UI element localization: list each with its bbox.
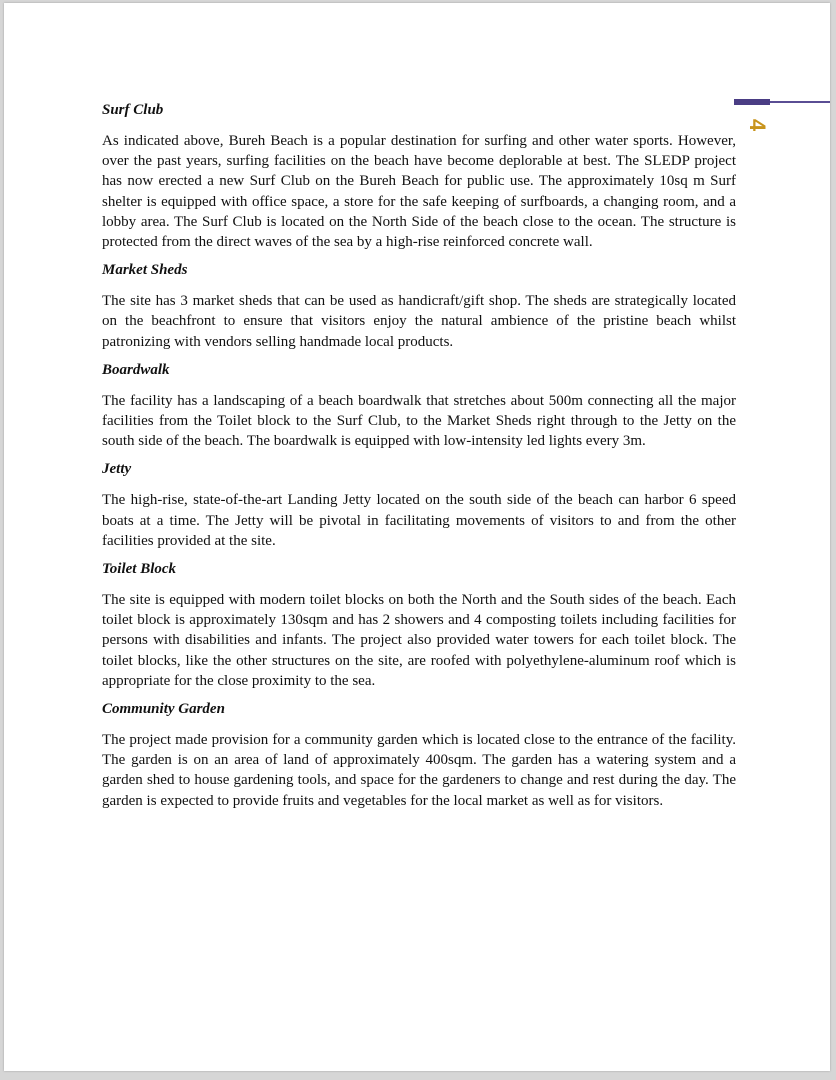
section-heading: Market Sheds (102, 262, 188, 279)
header-rule (770, 101, 830, 103)
section-paragraph: The high-rise, state-of-the-art Landing Jetty located on the south side of the beach can harbor 6 speed boats at a time. The Jetty will be pivotal in facilitating movements of visitors to and from the other facilities provided at the site. (102, 492, 736, 549)
section-toilet-block (102, 559, 736, 691)
page-number: 4 (745, 118, 770, 132)
section-paragraph: The site has 3 market sheds that can be used as handicraft/gift shop. The sheds are strategically located on the beachfront to ensure that visitors enjoy the natural ambience of the pristine beach whilst patronizing with vendors selling handmade local products. (102, 293, 736, 350)
page-number-tab (734, 99, 770, 105)
section-heading: Community Garden (102, 701, 225, 718)
section-heading: Boardwalk (102, 361, 170, 378)
section-heading: Toilet Block (102, 561, 177, 578)
section-heading: Surf Club (102, 102, 164, 118)
section-jetty (102, 459, 736, 551)
section-paragraph: As indicated above, Bureh Beach is a popular destination for surfing and other water sports. However, over the past years, surfing facilities on the beach have become deplorable at best. The SLEDP project has now erected a new Surf Club on the Bureh Beach for public use. The approximately 10sq m Surf shelter is equipped with office space, a store for the safe keeping of surfboards, a changing room, and a lobby area. The Surf Club is located on the North Side of the beach close to the ocean. The structure is protected from the direct waves of the sea by a high-rise reinforced concrete wall. (102, 133, 736, 251)
section-heading: Jetty (102, 461, 132, 478)
section-paragraph: The project made provision for a community garden which is located close to the entrance of the facility. The garden is on an area of land of approximately 400sqm. The garden has a watering system and a garden shed to house gardening tools, and space for the gardeners to change and rest during the day. The garden is expected to provide fruits and vegetables for the local market as well as for visitors. (102, 732, 736, 809)
section-market-sheds (102, 260, 736, 352)
section-surf-club (102, 100, 736, 252)
document-page (4, 3, 830, 1071)
section-community-garden (102, 699, 736, 811)
section-paragraph: The facility has a landscaping of a beach boardwalk that stretches about 500m connecting all the major facilities from the Toilet block to the Surf Club, to the Market Sheds right through to the Jetty on the south side of the beach. The boardwalk is equipped with low-intensity led lights every 3m. (102, 392, 736, 450)
document-body (102, 100, 736, 819)
section-paragraph: The site is equipped with modern toilet blocks on both the North and the South sides of the beach. Each toilet block is approximately 130sqm and has 2 showers and 4 composting toilets including facilities for persons with disabilities and infants. The project also provided water towers for each toilet block. The toilet blocks, like the other structures on the site, are roofed with polyethylene-aluminum roof which is appropriate for the close proximity to the sea. (102, 592, 736, 689)
section-boardwalk (102, 360, 736, 452)
